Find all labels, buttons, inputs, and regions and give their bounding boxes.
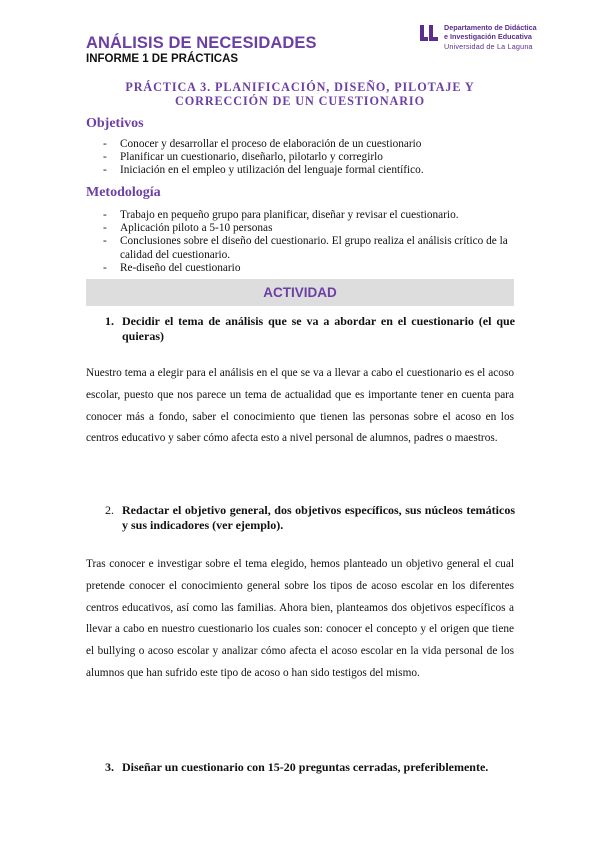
logo-department-line1: Departamento de Didáctica	[444, 23, 537, 32]
list-item: - Conclusiones sobre el diseño del cuestionario. El grupo realiza el análisis crítico de la calidad del cuestionario.	[103, 235, 520, 261]
question-text: Redactar el objetivo general, dos objetivos específicos, sus núcleos temáticos y sus indicadores (ver ejemplo).	[122, 503, 515, 532]
list-item: - Planificar un cuestionario, diseñarlo, pilotarlo y corregirlo	[103, 151, 520, 164]
methodology-list	[103, 209, 520, 275]
question-text: Decidir el tema de análisis que se va a abordar en el cuestionario (el que quieras)	[122, 314, 515, 343]
methodology-heading: Metodología	[86, 185, 161, 200]
question-text: Diseñar un cuestionario con 15-20 preguntas cerradas, preferiblemente.	[122, 760, 489, 774]
question-2	[105, 503, 515, 535]
activity-banner	[86, 279, 514, 306]
list-item: - Conocer y desarrollar el proceso de elaboración de un cuestionario	[103, 138, 520, 151]
list-item: - Re-diseño del cuestionario	[103, 262, 520, 275]
university-logo	[419, 23, 569, 55]
activity-label: ACTIVIDAD	[263, 285, 337, 300]
logo-university: Universidad de La Laguna	[444, 42, 533, 51]
objectives-list	[103, 138, 520, 178]
document-title: ANÁLISIS DE NECESIDADES	[86, 34, 317, 52]
list-item: - Trabajo en pequeño grupo para planificar, diseñar y revisar el cuestionario.	[103, 209, 520, 222]
list-item: - Iniciación en el empleo y utilización del lenguaje formal científico.	[103, 164, 520, 177]
document-subtitle: INFORME 1 DE PRÁCTICAS	[86, 53, 239, 65]
question-number: 1.	[105, 314, 114, 328]
question-number: 3.	[105, 760, 114, 774]
answer-2: Tras conocer e investigar sobre el tema elegido, hemos planteado un objetivo general el cual pretende conocer el conocimiento general sobre los tipos de acoso escolar en los diferentes centros educativos, así como las familias. Ahora bien, planteamos dos objetivos específicos a llevar a cabo en nuestro cuestionario los cuales son: conocer el concepto y el origen que tiene el bullying o acoso escolar y analizar cómo afecta el acoso escolar en la vida personal de los alumnos que han sufrido este tipo de acoso o han sido testigos del mismo.	[86, 558, 514, 679]
answer-1: Nuestro tema a elegir para el análisis en el que se va a llevar a cabo el cuestionario es el acoso escolar, puesto que nos parece un tema de actualidad que es importante tener en cuenta para conocer más a fondo, saber el conocimiento que tienen las personas sobre el acoso en los centros educativo y saber cómo afecta esto a nivel personal de alumnos, padres o maestros.	[86, 367, 514, 445]
ull-logo-icon	[419, 24, 439, 42]
question-3	[105, 760, 515, 776]
objectives-heading: Objetivos	[86, 116, 144, 131]
practice-title: PRÁCTICA 3. PLANIFICACIÓN, DISEÑO, PILOTAJE Y CORRECCIÓN DE UN CUESTIONARIO	[125, 80, 475, 108]
question-1	[105, 314, 515, 346]
logo-department-line2: e Investigación Educativa	[444, 32, 532, 41]
question-number: 2.	[105, 503, 114, 517]
list-item: - Aplicación piloto a 5-10 personas	[103, 222, 520, 235]
